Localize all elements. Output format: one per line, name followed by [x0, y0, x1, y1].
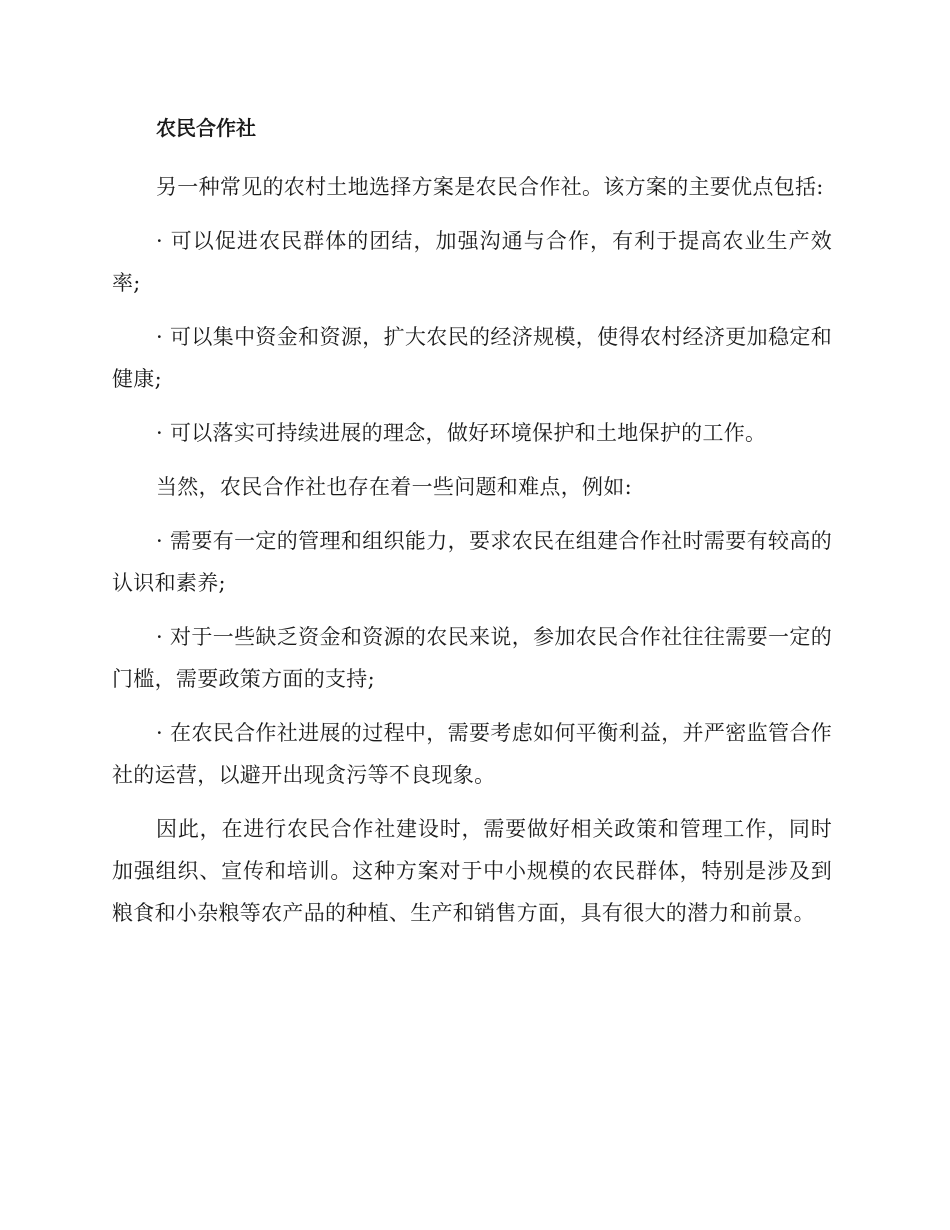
- problems-intro-paragraph: 当然，农民合作社也存在着一些问题和难点，例如:: [156, 475, 632, 499]
- problem-item-3: · 在农民合作社进展的过程中，需要考虑如何平衡利益，并严密监管合作社的运营，以避开出现贪污等不良现象。: [112, 721, 832, 787]
- intro-paragraph: 另一种常见的农村土地选择方案是农民合作社。该方案的主要优点包括:: [156, 175, 824, 199]
- advantage-item-2: · 可以集中资金和资源，扩大农民的经济规模，使得农村经济更加稳定和健康;: [112, 325, 832, 391]
- advantage-item-3: · 可以落实可持续进展的理念，做好环境保护和土地保护的工作。: [156, 421, 767, 445]
- advantage-item-1: · 可以促进农民群体的团结，加强沟通与合作，有利于提高农业生产效率;: [112, 229, 832, 295]
- problem-item-1: · 需要有一定的管理和组织能力，要求农民在组建合作社时需要有较高的认识和素养;: [112, 529, 832, 595]
- section-heading: 农民合作社: [156, 116, 256, 140]
- problem-item-2: · 对于一些缺乏资金和资源的农民来说，参加农民合作社往往需要一定的门槛，需要政策方面的支持;: [112, 625, 832, 691]
- document-page: [112, 108, 832, 946]
- conclusion-paragraph: 因此，在进行农民合作社建设时，需要做好相关政策和管理工作，同时加强组织、宣传和培训。这种方案对于中小规模的农民群体，特别是涉及到粮食和小杂粮等农产品的种植、生产和销售方面，具有很大的潜力和前景。: [112, 817, 832, 925]
